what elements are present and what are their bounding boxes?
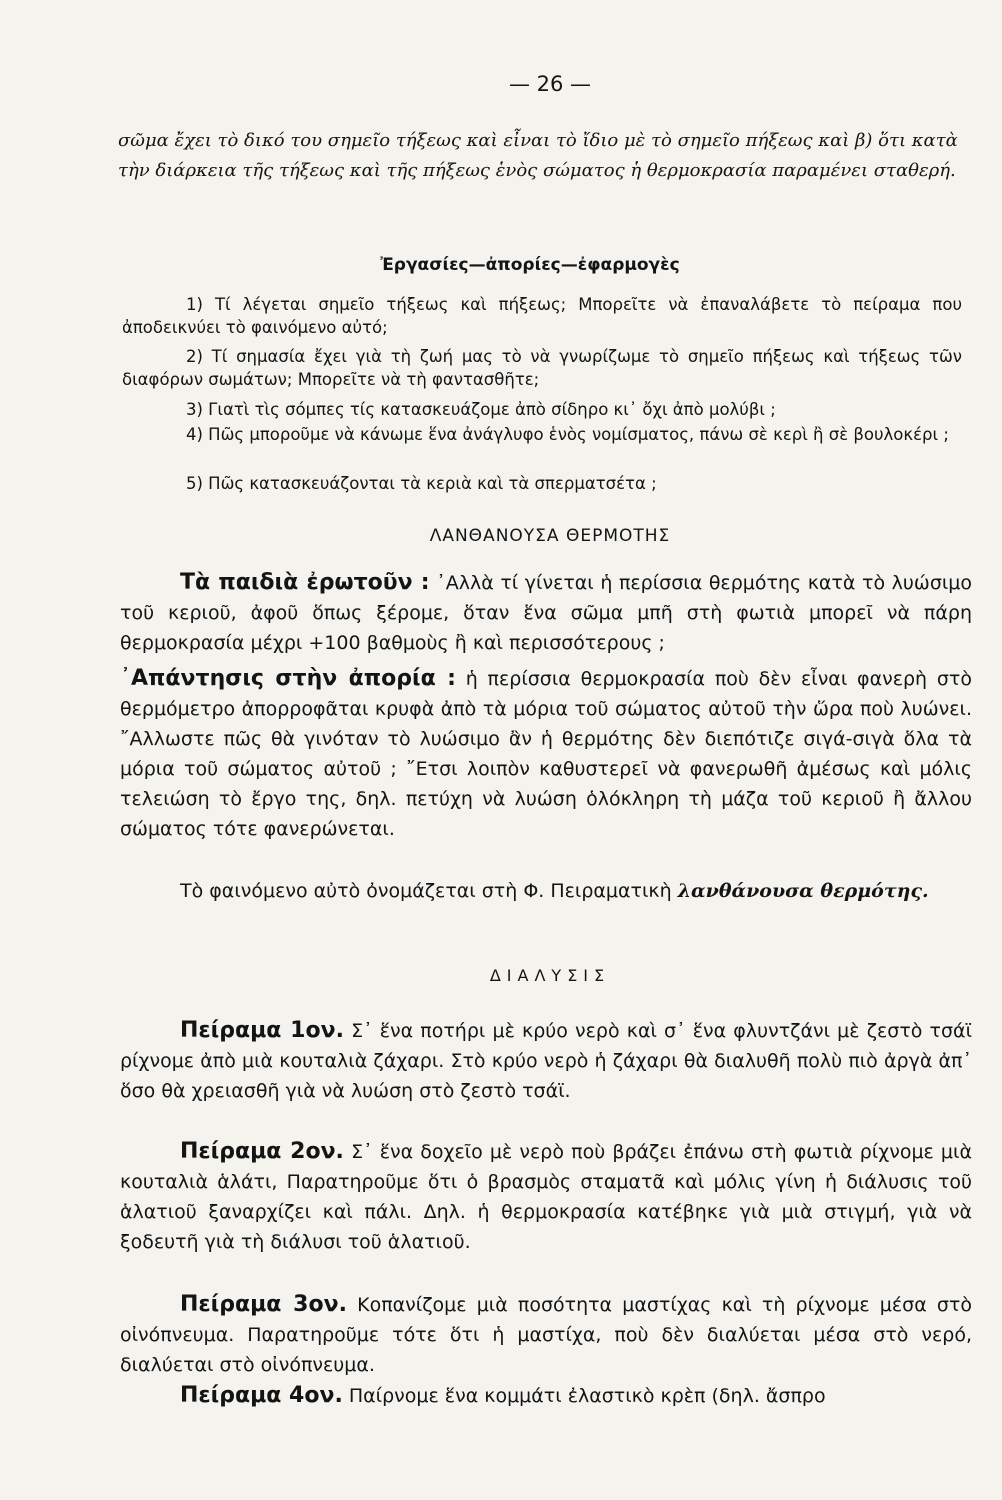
experiment-text: Κοπανίζομε μιὰ ποσότητα μαστίχας καὶ τὴ ρίχνομε μέσα στὸ οἰνόπνευμα. Παρατηροῦμε τότε ὅτι ἡ μαστίχα, ποὺ δὲν διαλύεται μέσα στὸ νερό, διαλύεται στὸ οἰνόπνευμα.	[120, 1294, 972, 1376]
answer-paragraph	[120, 664, 972, 844]
children-question	[120, 568, 972, 658]
experiment-4	[120, 1381, 972, 1411]
experiment-label: Πείραμα 4ον.	[180, 1383, 343, 1408]
experiment-text: Σ᾽ ἕνα δοχεῖο μὲ νερὸ ποὺ βράζει ἐπάνω στὴ φωτιὰ ρίχνομε μιὰ κουταλιὰ ἁλάτι, Παρατηροῦμε ὅτι ὁ βρασμὸς σταματᾶ καὶ μόλις γίνη ἡ διάλυσις τοῦ ἁλατιοῦ ξαναρχίζει καὶ πάλι. Δηλ. ἡ θερμοκρασία κατέβηκε γιὰ μιὰ στιγμή, γιὰ νὰ ξοδευτῆ γιὰ τὴ διάλυσι τοῦ ἁλατιοῦ.	[120, 1141, 972, 1253]
question-1	[122, 293, 962, 339]
exercises-heading: Ἐργασίες—ἀπορίες—ἐφαρμογὲς	[380, 255, 680, 275]
experiment-label: Πείραμα 1ον.	[180, 1018, 344, 1043]
latent-heat-term: λανθάνουσα θερμότης.	[677, 880, 929, 902]
question-5	[122, 472, 962, 495]
experiment-1	[120, 1016, 972, 1106]
experiment-label: Πείραμα 2ον.	[180, 1139, 344, 1164]
question-text: 2) Τί σημασία ἔχει γιὰ τὴ ζωή μας τὸ νὰ γνωρίζωμε τὸ σημεῖο πήξεως καὶ τήξεως τῶν διαφόρων σωμάτων; Μπορεῖτε νὰ τὴ φαντασθῆτε;	[122, 347, 962, 389]
experiment-text: Παίρνομε ἕνα κομμάτι ἐλαστικὸ κρὲπ (δηλ. ἄσπρο	[348, 1385, 826, 1407]
dissolution-title: ΔΙΑΛΥΣΙΣ	[489, 966, 611, 985]
experiment-2	[120, 1137, 972, 1257]
question-text: 3) Γιατὶ τὶς σόμπες τίς κατασκευάζομε ἀπὸ σίδηρο κι᾽ ὄχι ἀπὸ μολύβι ;	[186, 400, 776, 419]
conclusion-text: Τὸ φαινόμενο αὐτὸ ὀνομάζεται στὴ Φ. Πειραματικὴ	[180, 880, 672, 902]
question-text: 4) Πῶς μποροῦμε νὰ κάνωμε ἕνα ἀνάγλυφο ἑνὸς νομίσματος, πάνω σὲ κερὶ ἢ σὲ βουλοκέρι ;	[186, 425, 949, 444]
question-4	[122, 423, 962, 446]
question-2	[122, 345, 962, 391]
experiment-text: Σ᾽ ἕνα ποτήρι μὲ κρύο νερὸ καὶ σ᾽ ἕνα φλυντζάνι μὲ ζεστὸ τσάϊ ρίχνομε ἀπὸ μιὰ κουταλιὰ ζάχαρι. Στὸ κρύο νερὸ ἡ ζάχαρι θὰ διαλυθῆ πολὺ πιὸ ἀργὰ ἀπ᾽ ὅσο θὰ χρειασθῆ γιὰ νὰ λυώση στὸ ζεστὸ τσάϊ.	[120, 1020, 972, 1102]
answer-body: ἡ περίσσια θερμοκρασία ποὺ δὲν εἶναι φανερὴ στὸ θερμόμετρο ἀπορροφᾶται κρυφὰ ἀπὸ τὰ μόρια τοῦ σώματος αὐτοῦ τὴν ὥρα ποὺ λυώνει. ῎Αλλωστε πῶς θὰ γινόταν τὸ λυώσιμο ἂν ἡ θερμότης δὲν διεπότιζε σιγά-σιγὰ ὅλα τὰ μόρια τοῦ σώματος αὐτοῦ ; ῎Ετσι λοιπὸν καθυστερεῖ νὰ φανερωθῆ ἀμέσως καὶ μόλις τελειώση τὸ ἔργο της, δηλ. πετύχη νὰ λυώση ὁλόκληρη τὴ μάζα τοῦ κεριοῦ ἢ ἄλλου σώματος τότε φανερώνεται.	[120, 668, 973, 840]
experiment-3	[120, 1290, 972, 1380]
intro-paragraph: σῶμα ἔχει τὸ δικό του σημεῖο τήξεως καὶ εἶναι τὸ ἴδιο μὲ τὸ σημεῖο πήξεως καὶ β) ὅτι κατὰ τὴν διάρκεια τῆς τήξεως καὶ τῆς πήξεως ἑνὸς σώματος ἡ θερμοκρασία παραμένει σταθερή.	[118, 130, 958, 181]
answer-label: ᾽Απάντησις στὴν ἀπορία :	[120, 666, 456, 691]
experiment-label: Πείραμα 3ον.	[180, 1292, 347, 1317]
question-3	[122, 398, 962, 421]
question-label: Τὰ παιδιὰ ἐρωτοῦν :	[180, 570, 430, 595]
page-number: — 26 —	[508, 72, 592, 96]
latent-heat-title: ΛΑΝΘΑΝΟΥΣΑ ΘΕΡΜΟΤΗΣ	[429, 526, 671, 546]
question-text: 1) Τί λέγεται σημεῖο τήξεως καὶ πήξεως; Μπορεῖτε νὰ ἐπαναλάβετε τὸ πείραμα που ἀποδεικνύει τὸ φαινόμενο αὐτό;	[122, 295, 962, 337]
question-body: ᾽Αλλὰ τί γίνεται ἡ περίσσια θερμότης κατὰ τὸ λυώσιμο τοῦ κεριοῦ, ἀφοῦ ὅπως ξέρομε, ὅταν ἕνα σῶμα μπῆ στὴ φωτιὰ μπορεῖ νὰ πάρη θερμοκρασία μέχρι +100 βαθμοὺς ἢ καὶ περισσότερους ;	[120, 572, 972, 654]
conclusion-paragraph	[120, 876, 972, 906]
question-text: 5) Πῶς κατασκευάζονται τὰ κεριὰ καὶ τὰ σπερματσέτα ;	[186, 474, 657, 493]
